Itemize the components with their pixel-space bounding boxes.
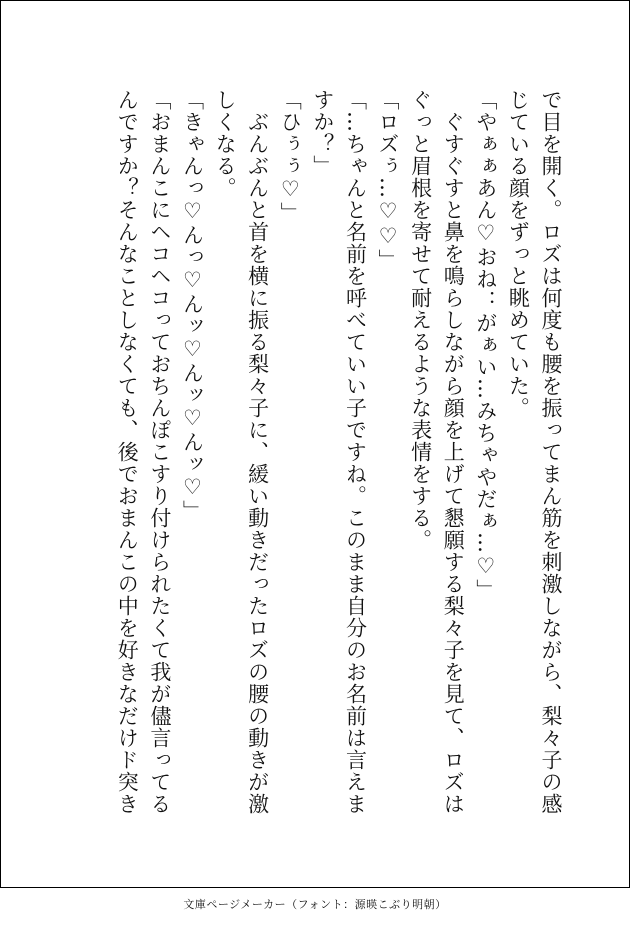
text-line: すか？」 [310,89,335,177]
text-line: ぶんぶんと首を横に振る梨々子に、緩い動きだったロズの腰の動きが激 [245,89,270,815]
text-line: 「ロズぅ…♡♡」 [376,89,401,271]
text-line: じている顔をずっと眺めていた。 [506,89,531,419]
vertical-text-body [111,89,567,824]
text-line: 「やぁぁあん♡おね：がぁい…みちゃやだぁ…♡」 [473,89,498,601]
text-line: んですか？そんなことしなくても、後でおまんこの中を好きなだけド突き [115,89,140,815]
text-line: 「ひぅぅ♡」 [278,89,303,224]
text-line: 「おまんこにヘコヘコっておちんぽこすり付けられたくて我が儘言ってる [147,89,172,815]
text-line: 「…ちゃんと名前を呼べていい子ですね。このまま自分のお名前は言えま [343,89,368,815]
footer-caption: 文庫ページメーカー（フォント：源暎こぶり明朝） [183,898,447,911]
text-line: しくなる。 [213,89,238,199]
text-line: ぐすぐすと鼻を鳴らしながら顔を上げて懇願する梨々子を見て、ロズは [441,89,466,815]
text-line: 「きゃんっ♡んっ♡んッ♡んッ♡んッ♡」 [180,89,205,522]
text-line: で目を開く。ロズは何度も腰を振ってまん筋を刺激しながら、梨々子の感 [539,89,563,815]
text-line: ぐっと眉根を寄せて耐えるような表情をする。 [408,89,433,551]
